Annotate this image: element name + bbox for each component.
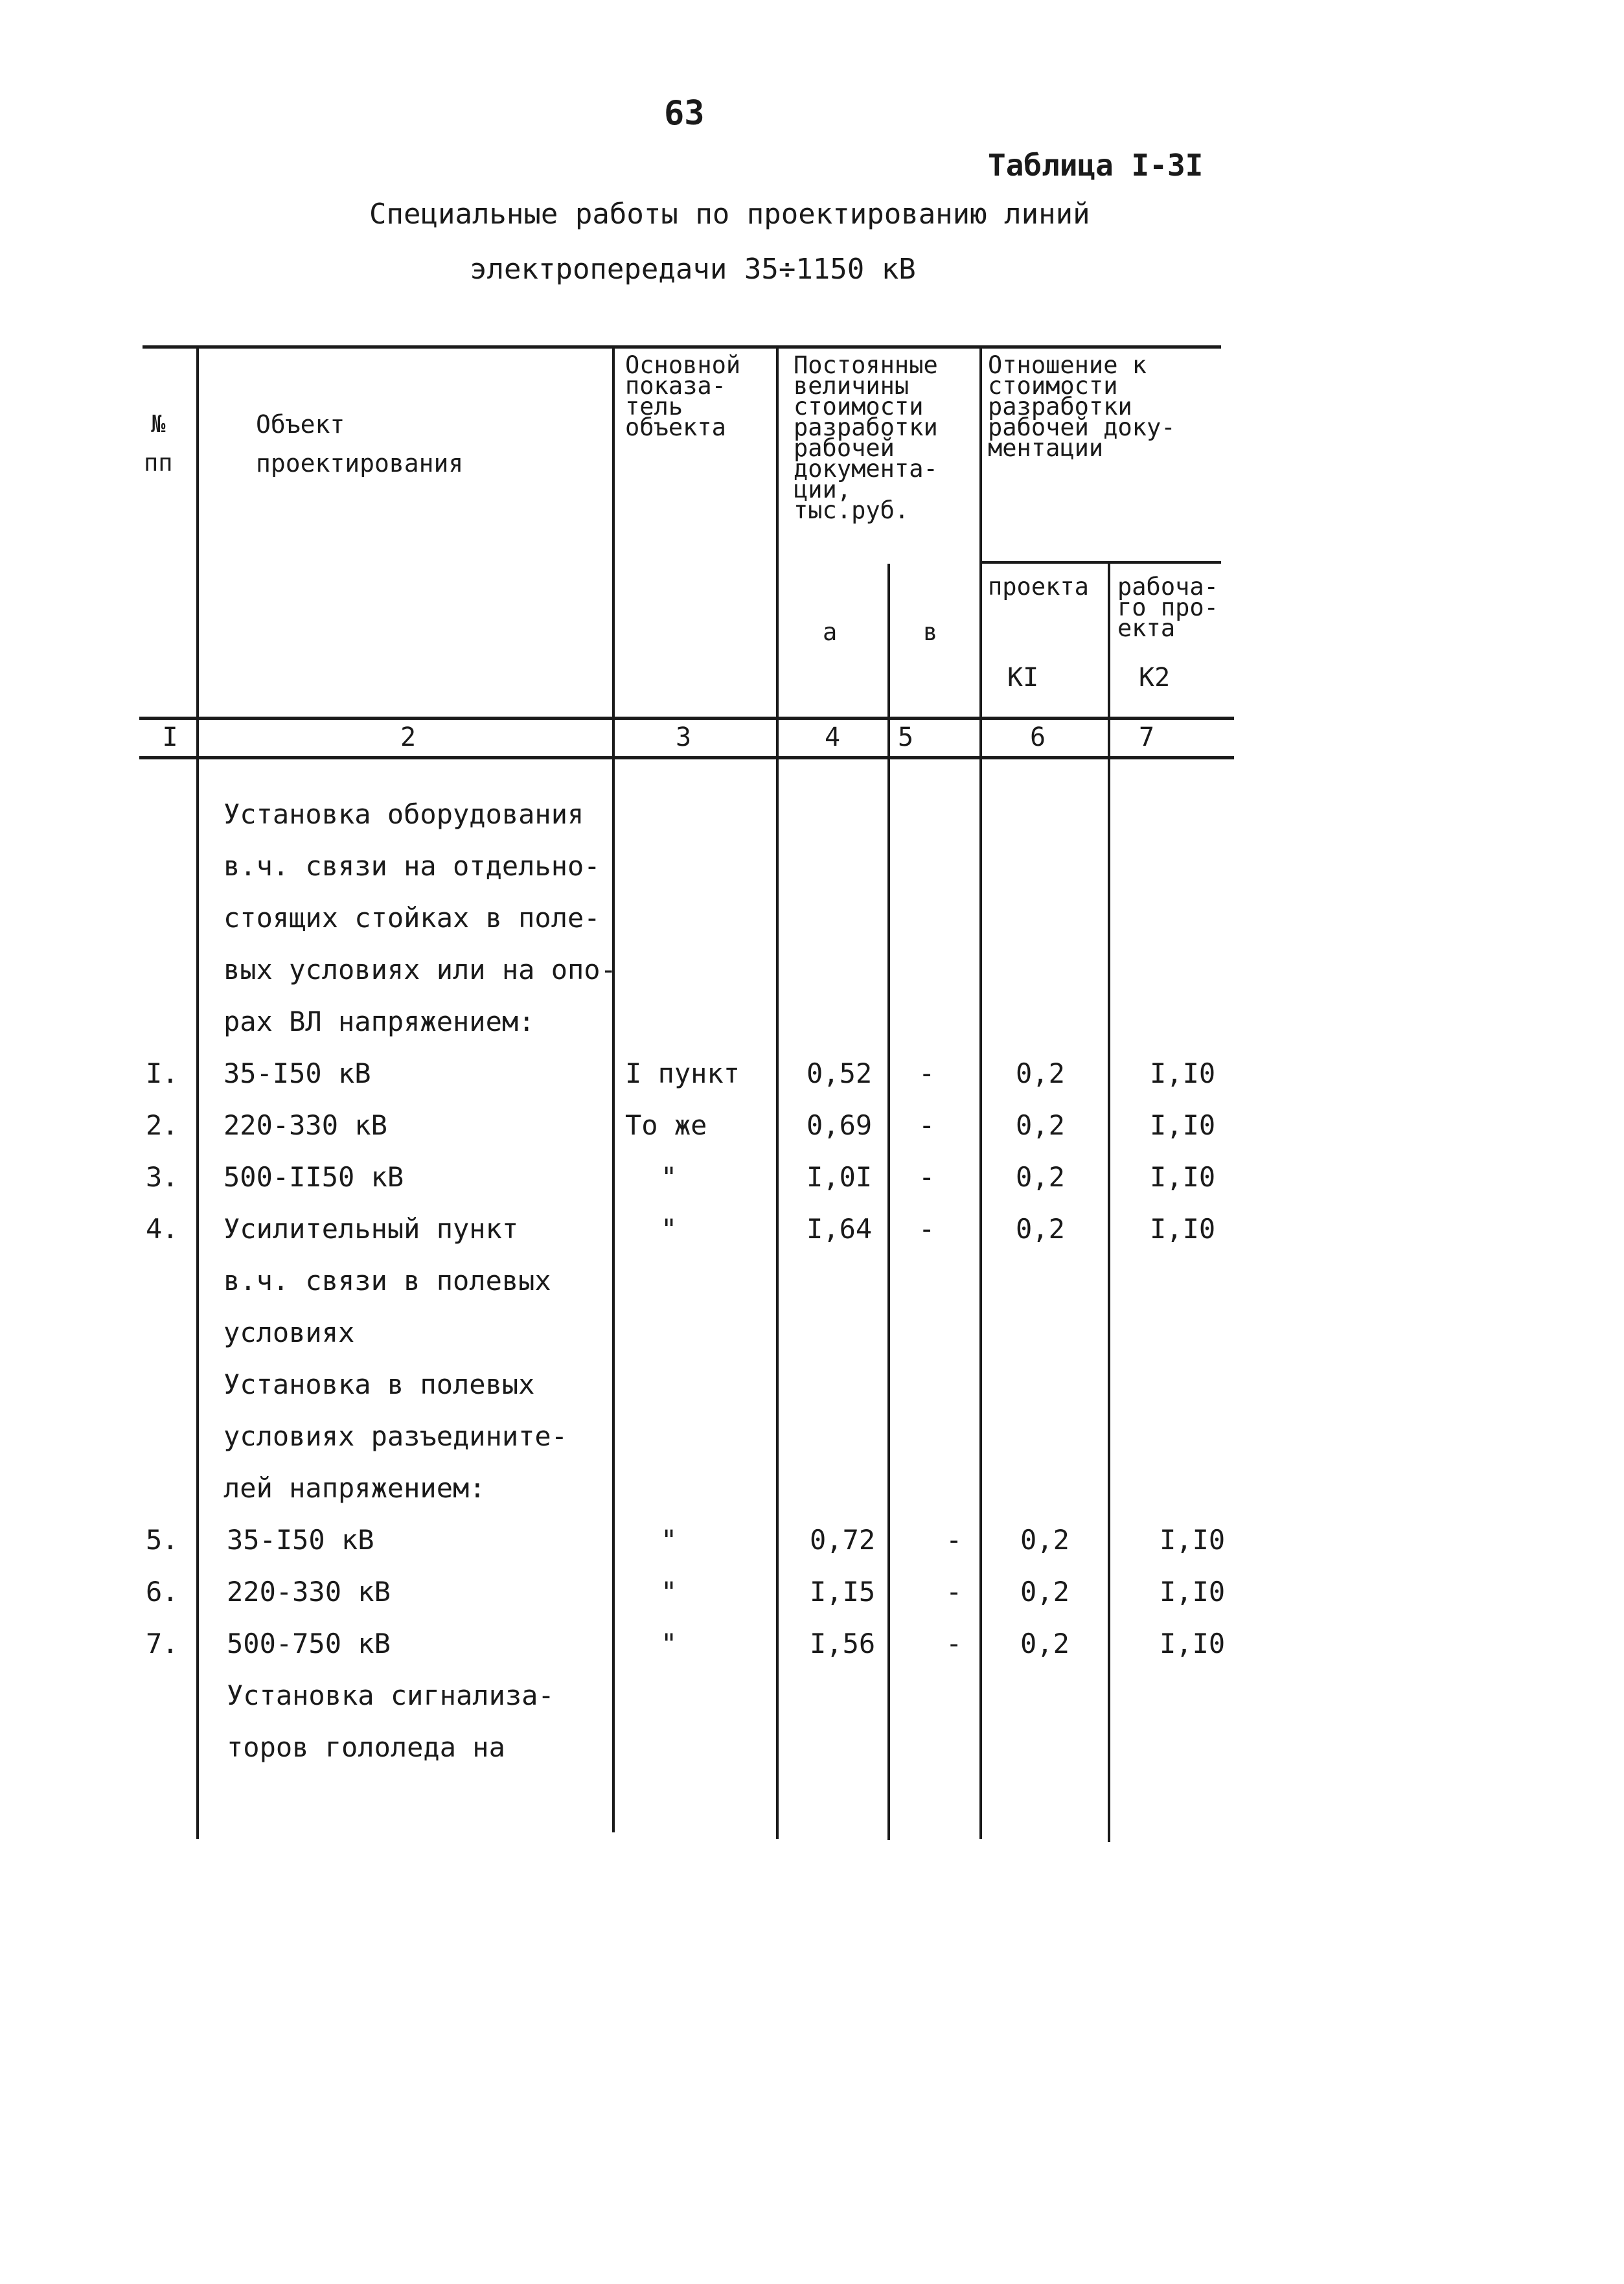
row-indicator: То же (625, 1109, 707, 1141)
row-object: 35-I50 кВ (227, 1524, 374, 1556)
row-object: 220-330 кВ (227, 1576, 391, 1608)
section-heading-line: торов гололеда на (227, 1731, 505, 1763)
page-number: 63 (664, 94, 705, 133)
rule-header-bottom (139, 717, 1234, 720)
row-value-a: 0,69 (806, 1109, 873, 1141)
row-object: 220-330 кВ (223, 1109, 387, 1141)
column-number-4: 4 (824, 722, 841, 752)
row-value-b: - (946, 1576, 963, 1608)
vline-2 (612, 345, 615, 1832)
row-object: 500-750 кВ (227, 1628, 391, 1659)
row-k2: I,I0 (1160, 1628, 1226, 1659)
row-object: Усилительный пункт (223, 1213, 519, 1245)
section-heading-line: Установка оборудования (223, 798, 584, 830)
row-value-a: I,I5 (810, 1576, 876, 1608)
header-b: в (923, 618, 938, 646)
column-number-6: 6 (1029, 722, 1046, 752)
row-indicator: " (661, 1161, 678, 1193)
row-k1: 0,2 (1016, 1161, 1065, 1193)
row-number: 7. (146, 1628, 179, 1659)
row-value-b: - (946, 1628, 963, 1659)
row-k2: I,I0 (1150, 1109, 1216, 1141)
column-number-1: I (162, 722, 178, 752)
row-number: 3. (146, 1161, 179, 1193)
row-value-a: I,64 (806, 1213, 873, 1245)
vline-1 (196, 345, 199, 1839)
row-k1: 0,2 (1016, 1109, 1065, 1141)
row-value-b: - (919, 1213, 935, 1245)
column-number-7: 7 (1138, 722, 1155, 752)
vline-5 (979, 345, 982, 1839)
header-constants: Постоянные величины стоимости разработки рабочей документа- ции, тыс.руб. (794, 351, 938, 524)
section-heading-line: рах ВЛ напряжением: (223, 1006, 535, 1037)
header-a: а (823, 618, 838, 646)
header-k1: KI (1007, 663, 1039, 693)
row-value-b: - (919, 1161, 935, 1193)
row-value-b: - (946, 1524, 963, 1556)
section-heading-line: стоящих стойках в поле- (223, 902, 600, 934)
row-indicator: I пункт (625, 1057, 740, 1089)
row-k1: 0,2 (1016, 1213, 1065, 1245)
row-value-a: I,0I (806, 1161, 873, 1193)
section-heading-line: лей напряжением: (223, 1472, 486, 1504)
column-number-3: 3 (675, 722, 692, 752)
row-k2: I,I0 (1150, 1161, 1216, 1193)
row-object-continued: условиях (223, 1317, 355, 1348)
table-title-line-1: Специальные работы по проектированию линий (369, 198, 1090, 231)
header-indicator: Основной показа- тель объекта (625, 351, 741, 441)
section-heading-line: в.ч. связи на отдельно- (223, 850, 600, 882)
vline-3 (776, 345, 779, 1839)
header-project: проекта (988, 573, 1089, 601)
row-number: 6. (146, 1576, 179, 1608)
row-value-b: - (919, 1109, 935, 1141)
row-indicator: " (661, 1628, 678, 1659)
rule-colnum-bottom (139, 756, 1234, 759)
section-heading-line: Установка сигнализа- (227, 1679, 555, 1711)
row-value-b: - (919, 1057, 935, 1089)
row-k1: 0,2 (1020, 1576, 1069, 1608)
header-working-project: рабоча- го про- екта (1117, 573, 1218, 642)
row-k2: I,I0 (1160, 1524, 1226, 1556)
row-indicator: " (661, 1576, 678, 1608)
section-heading-line: вых условиях или на опо- (223, 954, 617, 986)
header-object: Объект проектирования (256, 410, 464, 478)
row-object: 500-II50 кВ (223, 1161, 404, 1193)
header-ratio: Отношение к стоимости разработки рабочей доку- ментации (988, 351, 1176, 462)
row-value-a: I,56 (810, 1628, 876, 1659)
row-object-continued: в.ч. связи в полевых (223, 1265, 551, 1297)
section-heading-line: условиях разъедините- (223, 1420, 568, 1452)
vline-6 (1108, 562, 1110, 1842)
row-indicator: " (661, 1524, 678, 1556)
row-k1: 0,2 (1020, 1524, 1069, 1556)
row-number: 2. (146, 1109, 179, 1141)
column-number-5: 5 (897, 722, 914, 752)
table-label: Таблица I-3I (988, 148, 1204, 183)
row-k2: I,I0 (1150, 1213, 1216, 1245)
row-indicator: " (661, 1213, 678, 1245)
rule-subheader (981, 561, 1221, 564)
row-k2: I,I0 (1150, 1057, 1216, 1089)
row-number: 4. (146, 1213, 179, 1245)
row-k1: 0,2 (1016, 1057, 1065, 1089)
row-number: 5. (146, 1524, 179, 1556)
section-heading-line: Установка в полевых (223, 1368, 535, 1400)
row-k1: 0,2 (1020, 1628, 1069, 1659)
row-value-a: 0,72 (810, 1524, 876, 1556)
row-value-a: 0,52 (806, 1057, 873, 1089)
row-object: 35-I50 кВ (223, 1057, 371, 1089)
row-number: I. (146, 1057, 179, 1089)
row-k2: I,I0 (1160, 1576, 1226, 1608)
header-k2: K2 (1139, 663, 1171, 693)
header-num: № пп (144, 410, 173, 477)
column-number-2: 2 (400, 722, 417, 752)
rule-top (143, 345, 1221, 349)
table-title-line-2: электропередачи 35÷1150 кВ (470, 253, 916, 286)
vline-4 (887, 564, 890, 1840)
